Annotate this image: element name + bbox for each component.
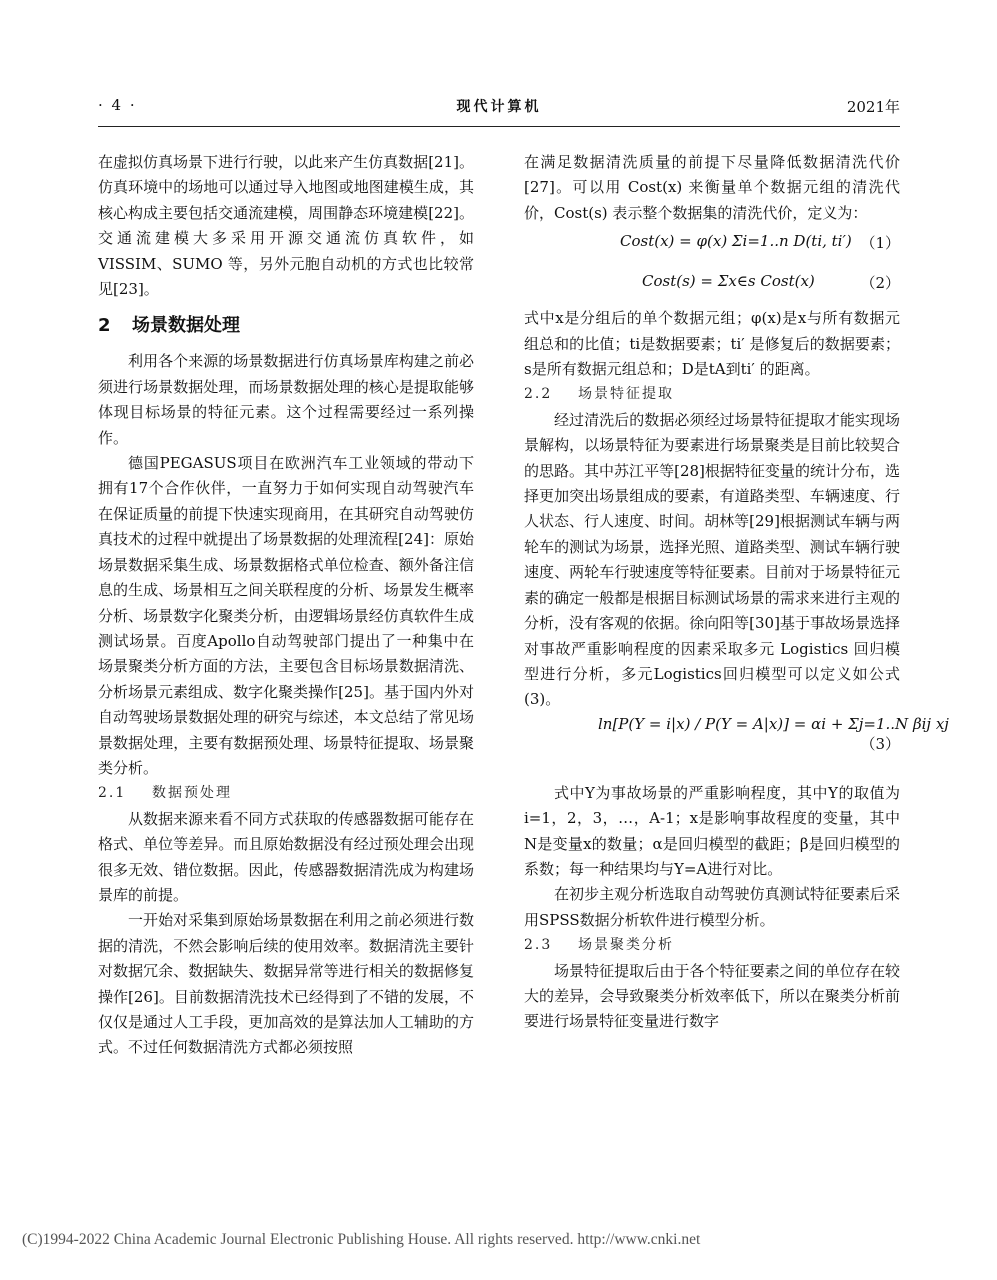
subsection-heading — [98, 781, 474, 806]
subsection-heading — [524, 933, 900, 958]
equation-body: Cost(x) = φ(x) Σi=1..n D(ti, ti′) — [620, 232, 852, 251]
equation-3 — [524, 713, 949, 781]
section-title: 场景数据处理 — [132, 315, 240, 337]
copyright-footer: (C)1994-2022 China Academic Journal Electronic Publishing House. All rights reserved. http://www.cnki.net — [22, 1231, 701, 1248]
subsection-title: 场景聚类分析 — [578, 937, 674, 954]
equation-1 — [524, 226, 900, 266]
paragraph: 利用各个来源的场景数据进行仿真场景库构建之前必须进行场景数据处理，而场景数据处理的核心是提取能够体现目标场景的特征元素。这个过程需要经过一系列操作。 — [98, 352, 474, 447]
equation-number: （1） — [860, 234, 900, 253]
page-number: · 4 · — [98, 96, 137, 114]
paragraph: 在满足数据清洗质量的前提下尽量降低数据清洗代价[27]。可以用 Cost(x) 来衡量单个数据元组的清洗代价，Cost(s) 表示整个数据集的清洗代价，定义为： — [524, 153, 900, 222]
paragraph: 在初步主观分析选取自动驾驶仿真测试特征要素后采用SPSS数据分析软件进行模型分析。 — [524, 885, 900, 929]
running-header — [98, 92, 900, 127]
paragraph: 在虚拟仿真场景下进行行驶，以此来产生仿真数据[21]。仿真环境中的场地可以通过导入地图或地图建模生成，其核心构成主要包括交通流建模，周围静态环境建模[22]。交通流建模大多采用开源交通流仿真软件，如 VISSIM、SUMO 等，另外元胞自动机的方式也比较常见[23]。 — [98, 153, 474, 299]
subsection-title: 场景特征提取 — [578, 386, 674, 403]
paragraph: 场景特征提取后由于各个特征要素之间的单位存在较大的差异，会导致聚类分析效率低下，所以在聚类分析前要进行场景特征变量进行数字 — [524, 961, 900, 1031]
equation-number: （3） — [860, 734, 900, 753]
paragraph: 一开始对采集到原始场景数据在利用之前必须进行数据的清洗，不然会影响后续的使用效率。数据清洗主要针对数据冗余、数据缺失、数据异常等进行相关的数据修复操作[26]。目前数据清洗技术已经得到了不错的发展，不仅仅是通过人工手段，更加高效的是算法加人工辅助的方式。不过任何数据清洗方式都必须按照 — [98, 911, 474, 1057]
equation-2 — [524, 266, 900, 306]
section-number: 2 — [98, 315, 111, 337]
paragraph: 德国PEGASUS项目在欧洲汽车工业领域的带动下拥有17个合作伙伴，一直努力于如何实现自动驾驶汽车在保证质量的前提下快速实现商用，在其研究自动驾驶仿真技术的过程中就提出了场景数据的处理流程[24]：原始场景数据采集生成、场景数据格式单位检查、额外备注信息的生成、场景相互之间关联程度的分析、场景发生概率分析、场景数字化聚类分析，由逻辑场景经仿真软件生成测试场景。百度Apollo自动驾驶部门提出了一种集中在场景聚类分析方面的方法，主要包含目标场景数据清洗、分析场景元素组成、数字化聚类操作[25]。基于国内外对自动驾驶场景数据处理的研究与综述，本文总结了常见场景数据处理，主要有数据预处理、场景特征提取、场景聚类分析。 — [98, 454, 474, 777]
left-column — [98, 150, 474, 1061]
subsection-heading — [524, 382, 900, 407]
paragraph: 经过清洗后的数据必须经过场景特征提取才能实现场景解构，以场景特征为要素进行场景聚类是目前比较契合的思路。其中苏江平等[28]根据特征变量的统计分布，选择更加突出场景组成的要素，有道路类型、车辆速度、行人状态、行人速度、时间。胡林等[29]根据测试车辆与两轮车的测试为场景，选择光照、道路类型、测试车辆行驶速度、两轮车行驶速度等特征要素。目前对于场景特征元素的确定一般都是根据目标测试场景的需求来进行主观的分析，没有客观的依据。徐向阳等[30]基于事故场景选择对事故严重影响程度的因素采取多元 Logistics 回归模型进行分析，多元Logistics回归模型可以定义如公式(3)。 — [524, 410, 900, 709]
paragraph: 从数据来源来看不同方式获取的传感器数据可能存在格式、单位等差异。而且原始数据没有经过预处理会出现很多无效、错位数据。因此，传感器数据清洗成为构建场景库的前提。 — [98, 809, 474, 904]
journal-name: 现代计算机 — [456, 99, 542, 115]
issue-year: 2021年 — [846, 98, 900, 116]
paragraph: 式中Y为事故场景的严重影响程度，其中Y的取值为i=1，2，3，…，A-1；x是影响事故程度的变量，其中N是变量x的数量；α是回归模型的截距；β是回归模型的系数；每一种结果均与Y=A进行对比。 — [524, 783, 900, 878]
equation-body: ln[P(Y = i|x) / P(Y = A|x)] = αi + Σj=1..N βij xj — [598, 714, 949, 733]
right-column — [524, 150, 949, 1035]
equation-number: （2） — [860, 274, 900, 293]
subsection-number: 2.2 — [524, 386, 553, 403]
equation-body: Cost(s) = Σx∈s Cost(x) — [642, 272, 815, 291]
section-heading — [98, 313, 474, 339]
subsection-number: 2.3 — [524, 937, 553, 954]
subsection-number: 2.1 — [98, 785, 127, 802]
subsection-title: 数据预处理 — [152, 785, 232, 802]
paragraph: 式中x是分组后的单个数据元组；φ(x)是x与所有数据元组总和的比值；ti是数据要素；ti′ 是修复后的数据要素；s是所有数据元组总和；D是tA到ti′ 的距离。 — [524, 309, 900, 379]
